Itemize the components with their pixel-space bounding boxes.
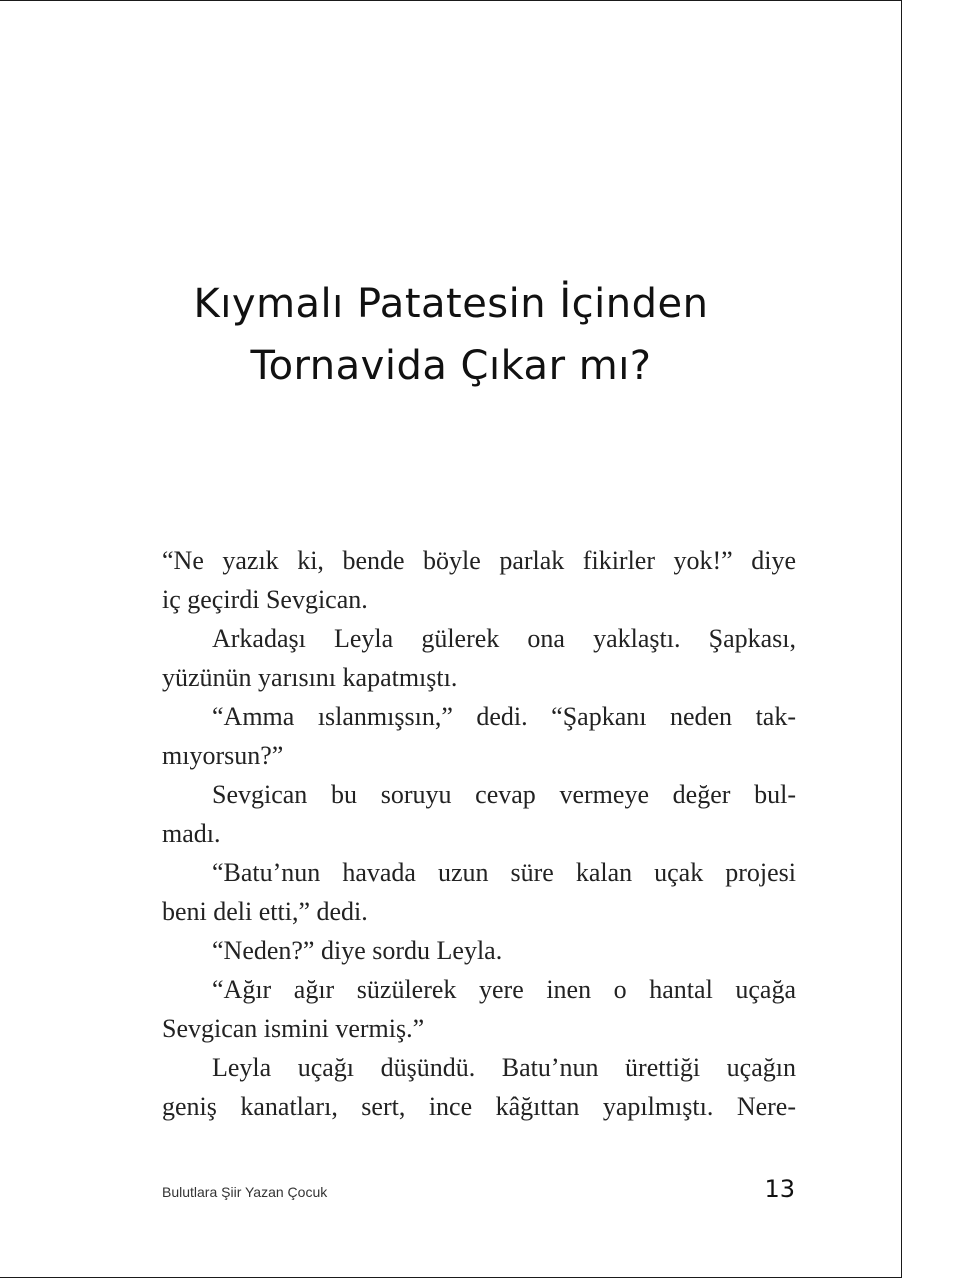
text-line: beni deli etti,” dedi.: [162, 897, 368, 926]
text-line: geniş kanatları, sert, ince kâğıttan yapılmıştı. Nere-: [162, 1092, 796, 1121]
text-line: Leyla uçağı düşündü. Batu’nun ürettiği uçağın: [212, 1053, 796, 1082]
body-text: [162, 541, 796, 1126]
text-line: yüzünün yarısını kapatmıştı.: [162, 663, 458, 692]
text-line: Sevgican ismini vermiş.”: [162, 1014, 425, 1043]
text-line: “Neden?” diye sordu Leyla.: [212, 936, 503, 965]
text-line: mıyorsun?”: [162, 741, 284, 770]
text-line: Sevgican bu soruyu cevap vermeye değer bul-: [212, 780, 796, 809]
running-footer-book-title: Bulutlara Şiir Yazan Çocuk: [162, 1184, 328, 1200]
text-line: “Ağır ağır süzülerek yere inen o hantal uçağa: [212, 975, 796, 1004]
text-line: “Amma ıslanmışsın,” dedi. “Şapkanı neden tak-: [212, 702, 796, 731]
chapter-title: [0, 273, 902, 397]
text-line: iç geçirdi Sevgican.: [162, 585, 368, 614]
page-number: 13: [764, 1175, 795, 1203]
chapter-title-line-2: Tornavida Çıkar mı?: [250, 343, 652, 389]
text-line: “Batu’nun havada uzun süre kalan uçak projesi: [212, 858, 796, 887]
chapter-title-line-1: Kıymalı Patatesin İçinden: [193, 281, 709, 327]
text-line: Arkadaşı Leyla gülerek ona yaklaştı. Şapkası,: [212, 624, 796, 653]
text-line: madı.: [162, 819, 221, 848]
text-line: “Ne yazık ki, bende böyle parlak fikirler yok!” diye: [162, 546, 796, 575]
